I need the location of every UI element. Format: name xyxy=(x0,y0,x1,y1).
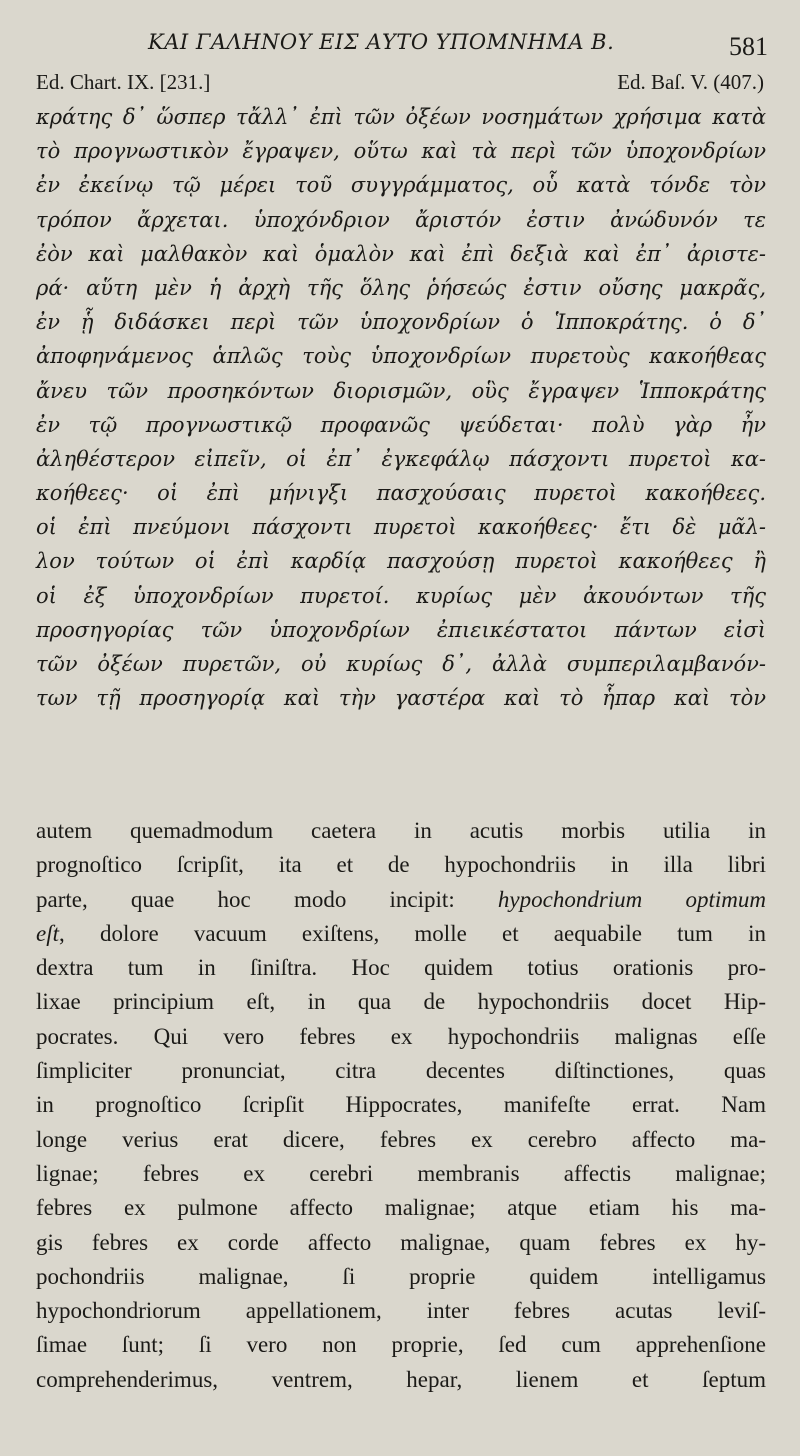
running-title: ΚΑΙ ΓΑΛΗΝΟΥ ΕΙΣ ΑΥΤΟ ΥΠΟΜΝΗΜΑ Β. xyxy=(148,30,615,54)
latin-text-line: lixae principium eſt, in qua de hypochondriis docet Hip- xyxy=(36,989,766,1015)
greek-text-line: τὸ προγνωστικὸν ἔγραψεν, οὕτω καὶ τὰ περὶ τῶν ὑποχονδρίων xyxy=(36,139,766,164)
greek-text-line: ἐν ᾗ διδάσκει περὶ τῶν ὑποχονδρίων ὁ Ἱπποκράτης. ὁ δ᾽ xyxy=(36,310,766,335)
greek-text-line: ἀληθέστερον εἰπεῖν, οἱ ἐπ᾽ ἐγκεφάλῳ πάσχοντι πυρετοὶ κα- xyxy=(36,446,766,471)
latin-text-line: autem quemadmodum caetera in acutis morbis utilia in xyxy=(36,818,766,843)
edition-reference-left: Ed. Chart. IX. [231.] xyxy=(36,70,211,94)
greek-text-line: ἐν τῷ προγνωστικῷ προφανῶς ψεύδεται· πολὺ γὰρ ἦν xyxy=(36,412,766,437)
latin-text-line: in prognoſtico ſcripſit Hippocrates, manifeſte errat. Nam xyxy=(36,1092,766,1118)
greek-text-line: τρόπον ἄρχεται. ὑποχόνδριον ἄριστόν ἐστιν ἀνώδυνόν τε xyxy=(36,207,766,232)
greek-text-line: οἱ ἐξ ὑποχονδρίων πυρετοί. κυρίως μὲν ἀκουόντων τῆς xyxy=(36,583,766,608)
greek-text-line: ρά· αὕτη μὲν ἡ ἀρχὴ τῆς ὅλης ῥήσεώς ἐστιν οὔσης μακρᾶς, xyxy=(36,275,766,300)
italic-quotation: eſt xyxy=(36,920,59,946)
greek-text-line: λον τούτων οἱ ἐπὶ καρδίᾳ πασχούσῃ πυρετοὶ κακοήθεες ἢ xyxy=(36,549,766,574)
latin-text-line: pochondriis malignae, ſi proprie quidem intelligamus xyxy=(36,1263,766,1289)
latin-text-line: dextra tum in ſiniſtra. Hoc quidem totius orationis pro- xyxy=(36,955,766,981)
page-number: 581 xyxy=(729,32,768,61)
greek-text-line: ἀποφηνάμενος ἁπλῶς τοὺς ὑποχονδρίων πυρετοὺς κακοήθεας xyxy=(36,344,766,369)
latin-text-line: eſt, dolore vacuum exiſtens, molle et aequabile tum in xyxy=(36,920,766,946)
greek-text-block xyxy=(36,100,766,715)
greek-text-line: ἄνευ τῶν προσηκόντων διορισμῶν, οὓς ἔγραψεν Ἱπποκράτης xyxy=(36,378,766,403)
latin-text-line: lignae; febres ex cerebri membranis affectis malignae; xyxy=(36,1160,766,1186)
latin-text-line: comprehenderimus, ventrem, hepar, lienem et ſeptum xyxy=(36,1366,766,1392)
italic-quotation: hypochondrium optimum xyxy=(497,886,766,912)
latin-text-line: parte, quae hoc modo incipit: hypochondrium optimum xyxy=(36,886,766,912)
greek-text-line: οἱ ἐπὶ πνεύμονι πάσχοντι πυρετοὶ κακοήθεες· ἔτι δὲ μᾶλ- xyxy=(36,515,766,540)
latin-text-block xyxy=(36,814,766,1397)
latin-text-line: gis febres ex corde affecto malignae, quam febres ex hy- xyxy=(36,1229,766,1255)
greek-text-line: κράτης δ᾽ ὥσπερ τἄλλ᾽ ἐπὶ τῶν ὀξέων νοσημάτων χρήσιμα κατὰ xyxy=(36,105,766,129)
edition-reference-right: Ed. Baſ. V. (407.) xyxy=(617,70,764,94)
greek-text-line: ἐν ἐκείνῳ τῷ μέρει τοῦ συγγράμματος, οὗ κατὰ τόνδε τὸν xyxy=(36,173,766,198)
greek-text-line: τῶν ὀξέων πυρετῶν, οὐ κυρίως δ᾽, ἀλλὰ συμπεριλαμβανόν- xyxy=(36,652,766,676)
latin-text-line: longe verius erat dicere, febres ex cerebro affecto ma- xyxy=(36,1126,766,1152)
latin-text-line: pocrates. Qui vero febres ex hypochondriis malignas eſſe xyxy=(36,1023,766,1049)
greek-text-line: κοήθεες· οἱ ἐπὶ μήνιγξι πασχούσαις πυρετοὶ κακοήθεες. xyxy=(36,481,766,506)
latin-text-line: prognoſtico ſcripſit, ita et de hypochondriis in illa libri xyxy=(36,852,766,878)
greek-text-line: ἐὸν καὶ μαλθακὸν καὶ ὁμαλὸν καὶ ἐπὶ δεξιὰ καὶ ἐπ᾽ ἀριστε- xyxy=(36,241,766,266)
latin-text-line: ſimae ſunt; ſi vero non proprie, ſed cum apprehenſione xyxy=(36,1332,766,1358)
latin-text-line: ſimpliciter pronunciat, citra decentes diſtinctiones, quas xyxy=(36,1058,766,1084)
latin-text-line: hypochondriorum appellationem, inter febres acutas leviſ- xyxy=(36,1298,766,1324)
greek-text-line: προσηγορίας τῶν ὑποχονδρίων ἐπιεικέστατοι πάντων εἰσὶ xyxy=(36,617,766,642)
greek-text-line: των τῇ προσηγορίᾳ καὶ τὴν γαστέρα καὶ τὸ ἧπαρ καὶ τὸν xyxy=(36,686,766,711)
latin-text-line: febres ex pulmone affecto malignae; atque etiam his ma- xyxy=(36,1195,766,1221)
